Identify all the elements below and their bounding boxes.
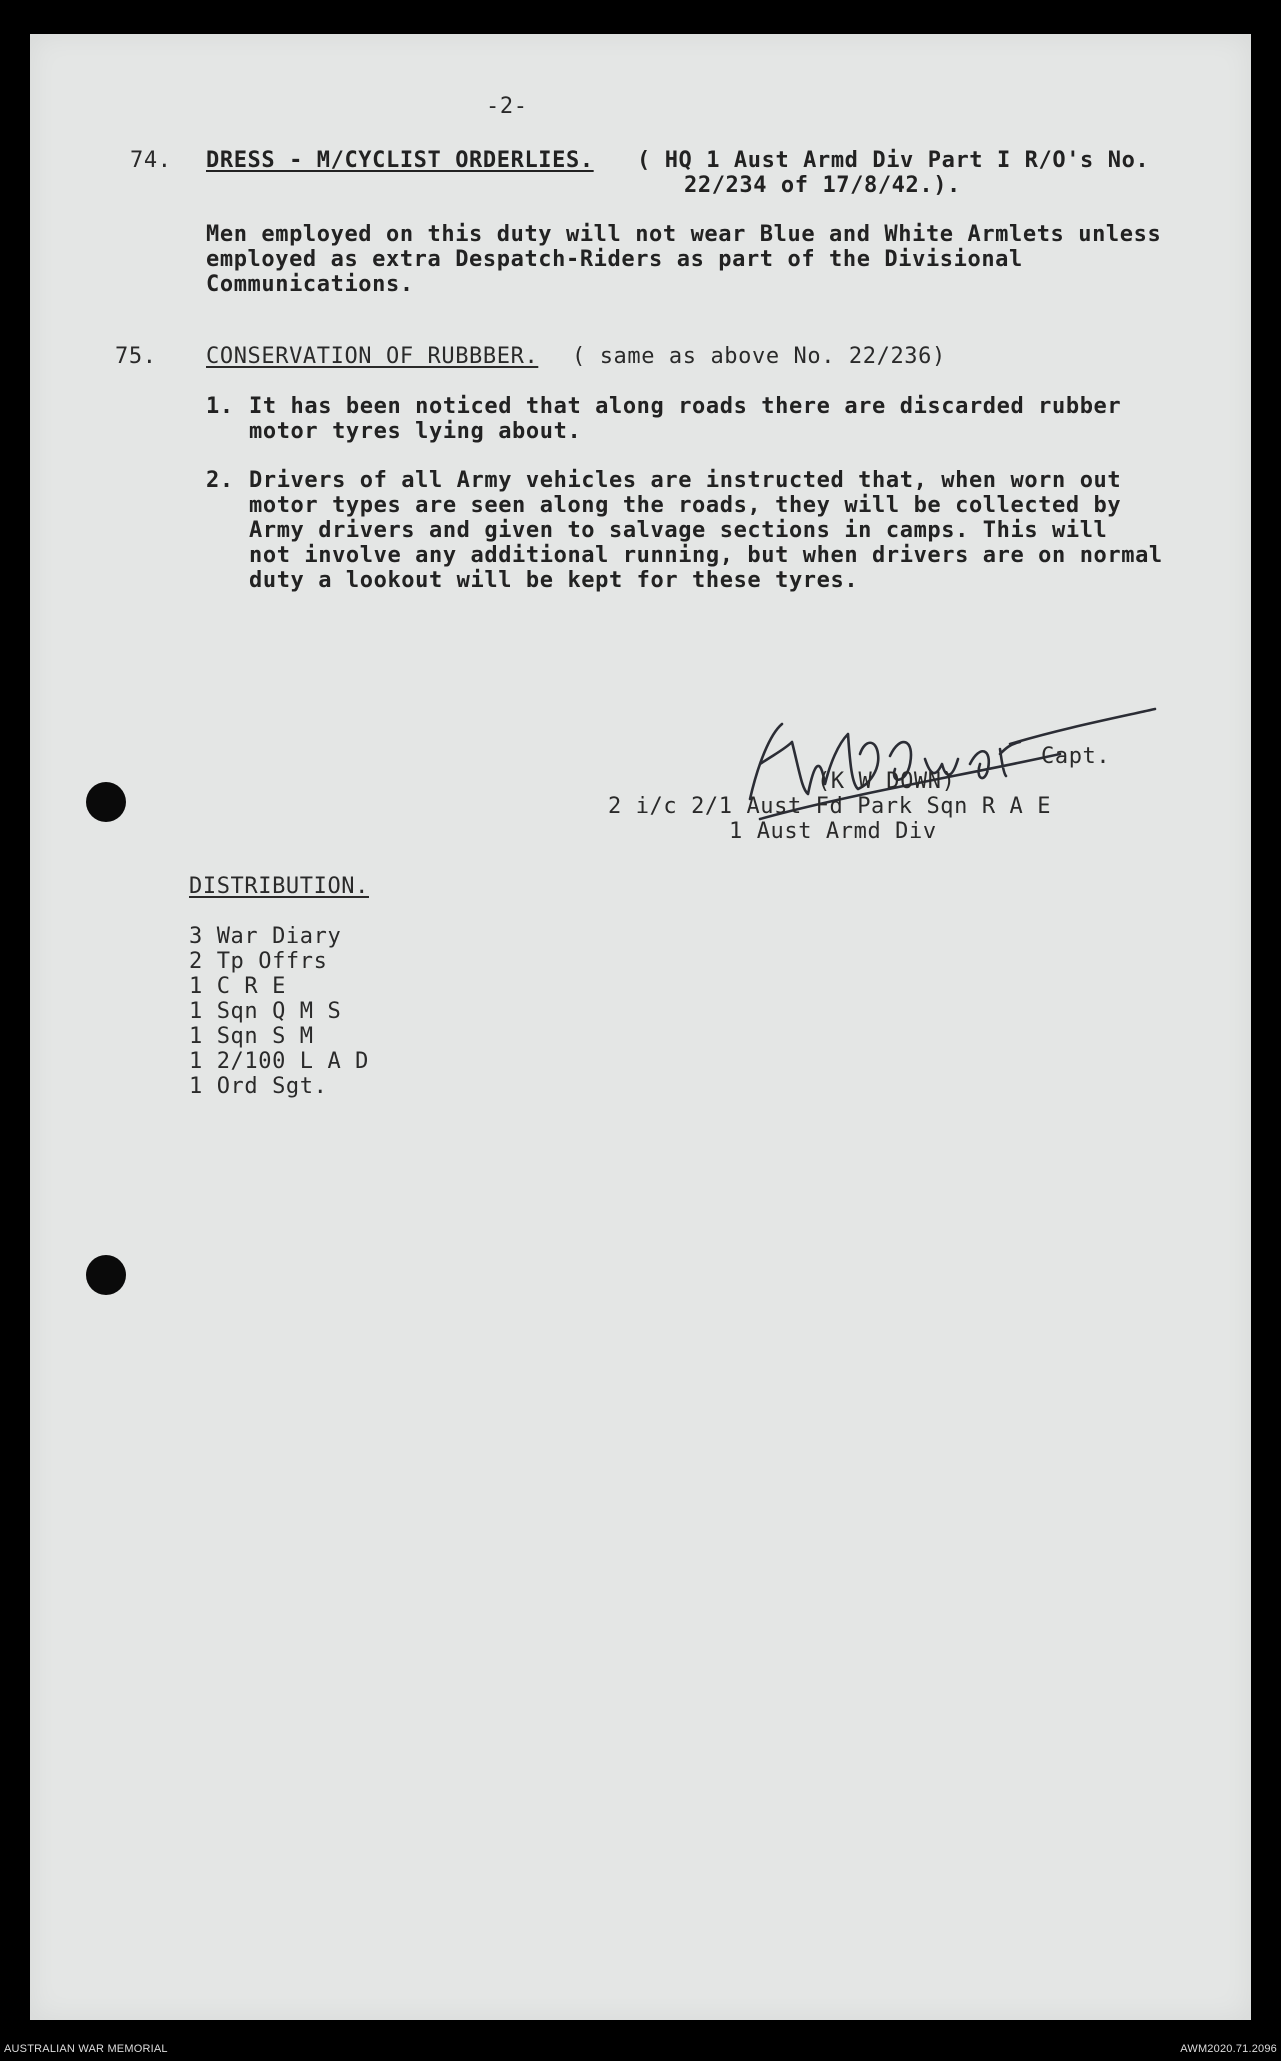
distribution-heading: DISTRIBUTION.	[189, 874, 369, 899]
section-74-body-line: employed as extra Despatch-Riders as part of the Divisional	[206, 247, 1023, 272]
binder-hole-top	[86, 782, 126, 822]
footer-item-id: AWM2020.71.2096	[1180, 2043, 1277, 2055]
signature-rank: Capt.	[1041, 744, 1111, 769]
section-74-number: 74.	[130, 148, 172, 173]
footer-archive-name: AUSTRALIAN WAR MEMORIAL	[4, 2043, 168, 2055]
section-74-title: DRESS - M/CYCLIST ORDERLIES.	[206, 148, 594, 173]
section-74-ref-line2: 22/234 of 17/8/42.).	[684, 173, 961, 198]
item-2-line: duty a lookout will be kept for these tyres.	[249, 568, 859, 593]
distribution-item: 1 Sqn S M	[189, 1024, 314, 1049]
distribution-item: 1 Sqn Q M S	[189, 999, 342, 1024]
section-74-body-line: Men employed on this duty will not wear Blue and White Armlets unless	[206, 222, 1162, 247]
signature-name: (K W DOWN)	[817, 769, 956, 794]
item-2-line: motor types are seen along the roads, they will be collected by	[249, 493, 1122, 518]
item-2-number: 2.	[206, 468, 234, 493]
item-1-number: 1.	[206, 394, 234, 419]
distribution-item: 1 2/100 L A D	[189, 1049, 369, 1074]
distribution-item: 1 C R E	[189, 974, 286, 999]
signature-position: 2 i/c 2/1 Aust Fd Park Sqn R A E	[608, 794, 1052, 819]
binder-hole-bottom	[86, 1255, 126, 1295]
document-page	[30, 34, 1251, 2020]
section-75-number: 75.	[115, 344, 157, 369]
item-2-line: not involve any additional running, but when drivers are on normal	[249, 543, 1163, 568]
distribution-item: 1 Ord Sgt.	[189, 1074, 328, 1099]
distribution-item: 2 Tp Offrs	[189, 949, 328, 974]
item-1-line: It has been noticed that along roads there are discarded rubber	[249, 394, 1122, 419]
distribution-item: 3 War Diary	[189, 924, 342, 949]
section-75-title: CONSERVATION OF RUBBBER.	[206, 344, 539, 369]
section-75-ref: ( same as above No. 22/236)	[572, 344, 946, 369]
section-74-ref-line1: ( HQ 1 Aust Armd Div Part I R/O's No.	[637, 148, 1150, 173]
item-2-line: Drivers of all Army vehicles are instructed that, when worn out	[249, 468, 1122, 493]
item-1-line: motor tyres lying about.	[249, 419, 582, 444]
section-74-body-line: Communications.	[206, 272, 414, 297]
page-number: -2-	[486, 94, 528, 119]
item-2-line: Army drivers and given to salvage sections in camps. This will	[249, 518, 1108, 543]
signature-unit: 1 Aust Armd Div	[729, 819, 937, 844]
